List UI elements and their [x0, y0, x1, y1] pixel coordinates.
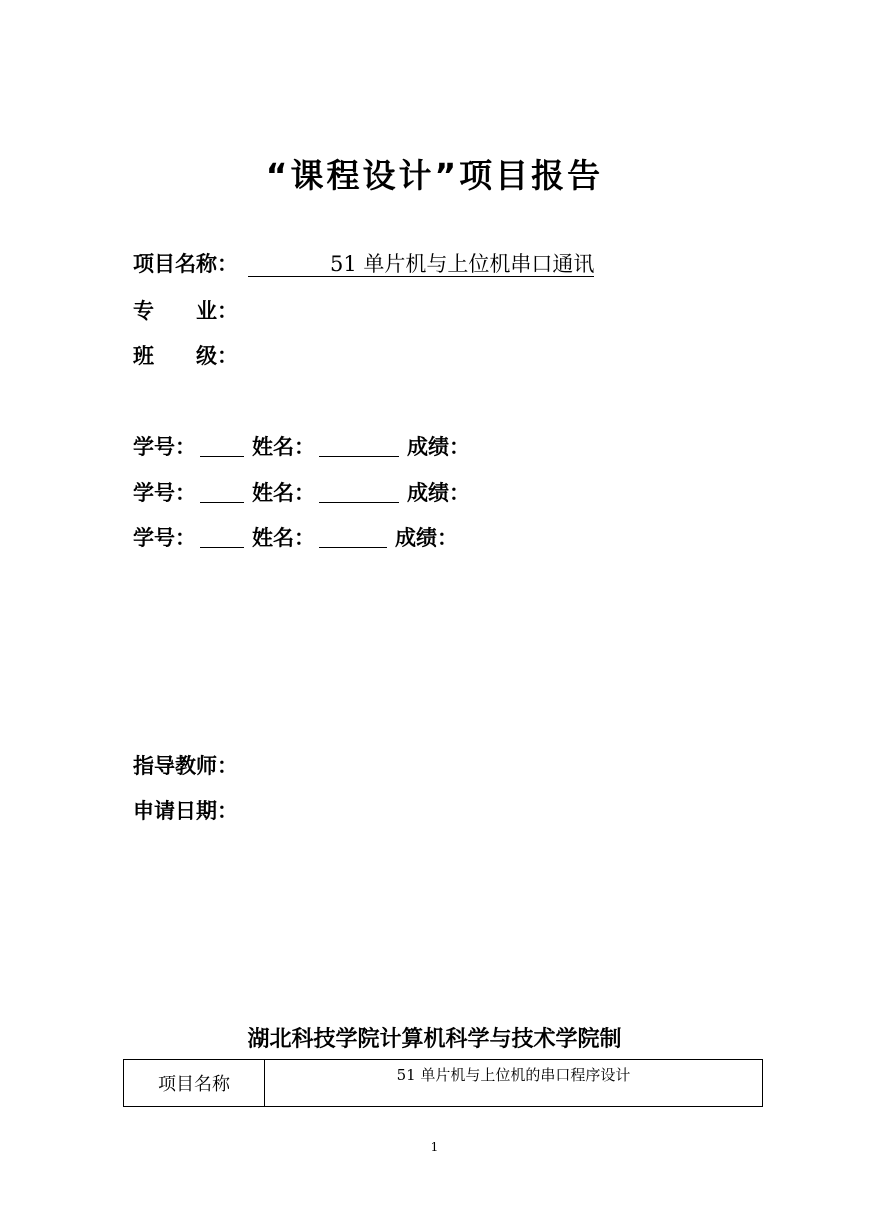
- student-name-blank: [319, 480, 399, 503]
- project-name-row: [133, 250, 594, 278]
- student-id-blank: [200, 525, 244, 548]
- major-label-b: 业：: [196, 299, 238, 323]
- student-id-label: 学号：: [133, 435, 196, 459]
- report-title: “课程设计”项目报告: [265, 156, 604, 195]
- advisor-row: [133, 752, 238, 780]
- student-id-blank: [200, 434, 244, 457]
- class-label-b: 级：: [196, 344, 238, 368]
- student-name-label: 姓名：: [252, 481, 315, 505]
- major-label-a: 专: [133, 299, 154, 323]
- student-grade-label: 成绩：: [407, 481, 470, 505]
- student-id-label: 学号：: [133, 526, 196, 550]
- student-name-blank: [319, 434, 399, 457]
- info-table: [123, 1059, 763, 1107]
- advisor-label: 指导教师：: [133, 754, 238, 778]
- student-row: [133, 433, 470, 461]
- major-row: [133, 297, 238, 325]
- info-table-label: 项目名称: [124, 1060, 265, 1107]
- class-row: [133, 342, 238, 370]
- project-name-label: 项目名称：: [133, 252, 238, 276]
- project-name-value: 51 单片机与上位机串口通讯: [248, 252, 594, 277]
- apply-date-label: 申请日期：: [133, 799, 238, 823]
- student-row: [133, 524, 458, 552]
- page-number: 1: [430, 1140, 439, 1154]
- student-id-blank: [200, 480, 244, 503]
- info-table-value: 51 单片机与上位机的串口程序设计: [265, 1060, 763, 1107]
- class-label-a: 班: [133, 344, 154, 368]
- student-name-label: 姓名：: [252, 435, 315, 459]
- student-name-label: 姓名：: [252, 526, 315, 550]
- school-name: 湖北科技学院计算机科学与技术学院制: [247, 1027, 622, 1052]
- table-row: [124, 1060, 763, 1107]
- student-name-blank: [319, 525, 387, 548]
- student-row: [133, 479, 470, 507]
- student-grade-label: 成绩：: [407, 435, 470, 459]
- student-grade-label: 成绩：: [395, 526, 458, 550]
- student-id-label: 学号：: [133, 481, 196, 505]
- apply-date-row: [133, 797, 238, 825]
